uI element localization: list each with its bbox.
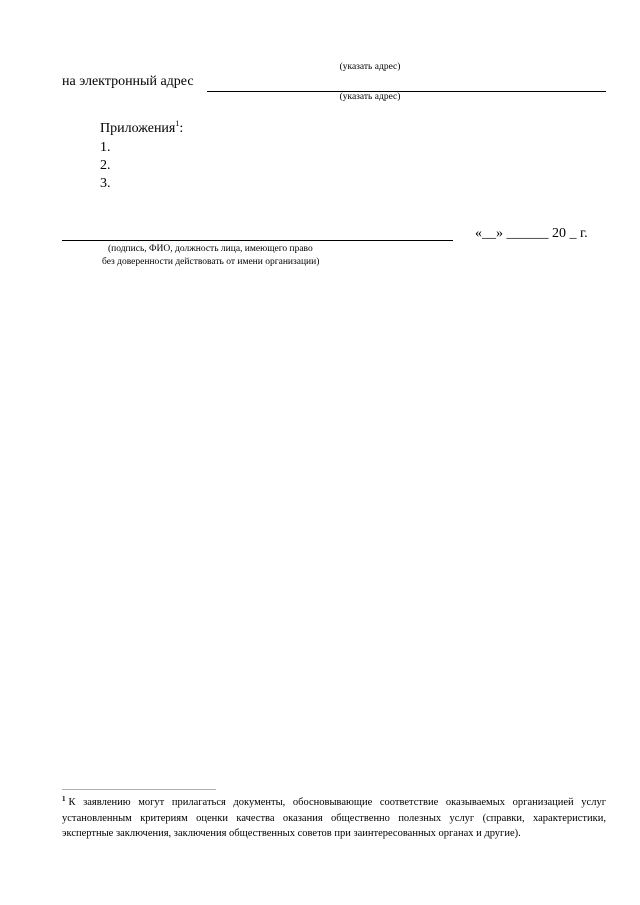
- footnote-separator: [62, 789, 216, 790]
- signature-caption-line1: (подпись, ФИО, должность лица, имеющего право: [108, 244, 313, 254]
- attachment-item: 3.: [100, 176, 111, 191]
- email-address-label: на электронный адрес: [62, 74, 194, 89]
- attachments-title-text: Приложения: [100, 121, 176, 136]
- footnote-reference: 1: [175, 119, 180, 128]
- attachments-list: [100, 139, 111, 193]
- address-hint-top: (указать адрес): [339, 62, 401, 72]
- footnote-number: 1: [62, 795, 66, 803]
- footnote: [62, 795, 606, 842]
- attachments-title: [100, 121, 183, 137]
- attachments-title-suffix: :: [179, 121, 184, 136]
- address-hint-bottom: (указать адрес): [339, 92, 401, 102]
- signature-caption-line2: без доверенности действовать от имени организации): [102, 257, 320, 267]
- attachment-item: 2.: [100, 158, 111, 173]
- signature-caption: [102, 243, 319, 269]
- signature-date: «__» ______ 20 _ г.: [475, 226, 588, 241]
- attachment-item: 1.: [100, 140, 111, 155]
- signature-line: [62, 240, 453, 241]
- footnote-text: К заявлению могут прилагаться документы, обосновывающие соответствие оказываемых организацией услуг установленным критериям оценки качества оказания общественно полезных услуг (справки, характеристики, экспертные заключения, заключения общественных советов при заинтересованных органах и другие).: [62, 797, 606, 839]
